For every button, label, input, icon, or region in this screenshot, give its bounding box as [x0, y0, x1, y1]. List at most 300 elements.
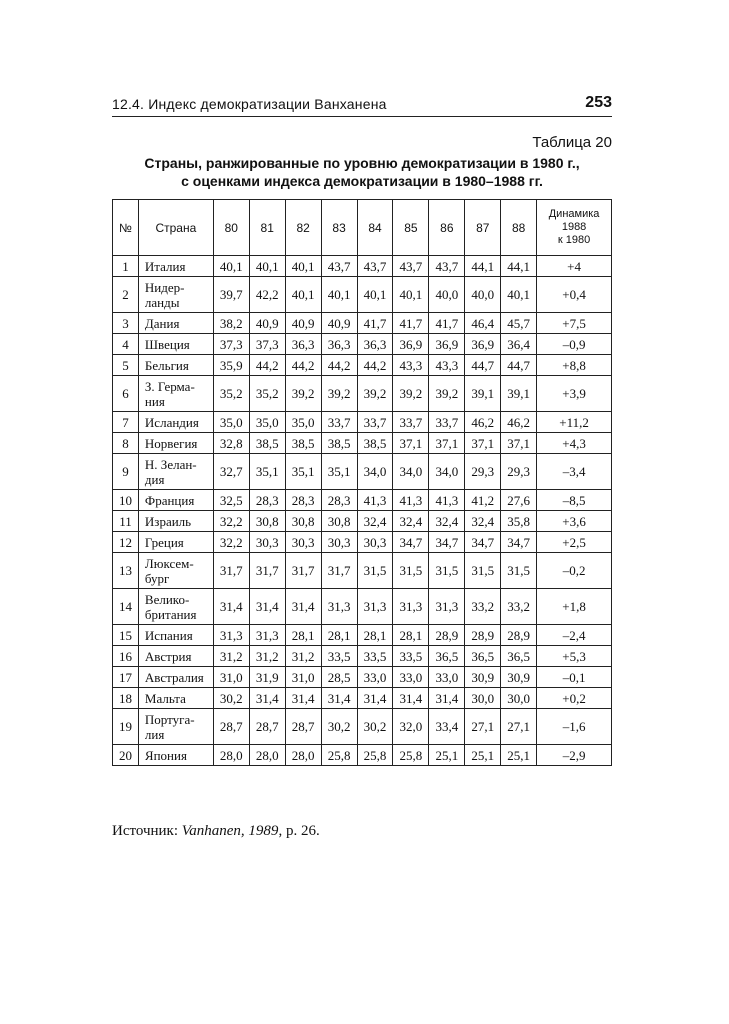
rank-cell: 7 [113, 412, 139, 433]
table-row [113, 553, 612, 589]
index-value-cell: 32,4 [393, 511, 429, 532]
dynamics-cell: –2,4 [537, 625, 612, 646]
country-cell [138, 334, 213, 355]
source-suffix: , p. 26. [278, 823, 320, 839]
country-cell [138, 709, 213, 745]
index-value-cell: 37,1 [501, 433, 537, 454]
index-value-cell: 34,7 [501, 532, 537, 553]
country-cell [138, 646, 213, 667]
dynamics-cell: +0,4 [537, 277, 612, 313]
col-header-num: № [113, 200, 139, 256]
index-value-cell: 31,7 [285, 553, 321, 589]
index-value-cell: 28,7 [213, 709, 249, 745]
table-body [113, 256, 612, 766]
index-value-cell: 40,1 [321, 277, 357, 313]
index-value-cell: 32,0 [393, 709, 429, 745]
index-value-cell: 31,9 [249, 667, 285, 688]
index-value-cell: 32,5 [213, 490, 249, 511]
index-value-cell: 34,0 [357, 454, 393, 490]
country-name-line: З. Герма- [144, 378, 195, 394]
country-cell [138, 745, 213, 766]
index-value-cell: 32,2 [213, 532, 249, 553]
country-cell [138, 376, 213, 412]
index-value-cell: 31,4 [321, 688, 357, 709]
index-value-cell: 28,9 [429, 625, 465, 646]
country-name-line: Испания [144, 627, 193, 643]
index-value-cell: 36,5 [429, 646, 465, 667]
index-value-cell: 41,2 [465, 490, 501, 511]
index-value-cell: 31,7 [249, 553, 285, 589]
index-value-cell: 38,5 [249, 433, 285, 454]
index-value-cell: 37,1 [429, 433, 465, 454]
table-label: Таблица 20 [532, 134, 612, 151]
index-value-cell: 40,1 [213, 256, 249, 277]
country-name-line: Австрия [144, 648, 192, 664]
page-number: 253 [585, 94, 612, 111]
rank-cell: 2 [113, 277, 139, 313]
index-value-cell: 36,3 [357, 334, 393, 355]
index-value-cell: 33,0 [357, 667, 393, 688]
index-value-cell: 28,9 [465, 625, 501, 646]
country-name-line: лия [144, 726, 165, 742]
index-value-cell: 43,3 [393, 355, 429, 376]
index-value-cell: 28,1 [285, 625, 321, 646]
index-value-cell: 31,3 [357, 589, 393, 625]
index-value-cell: 38,2 [213, 313, 249, 334]
index-value-cell: 28,7 [285, 709, 321, 745]
index-value-cell: 28,0 [249, 745, 285, 766]
index-value-cell: 35,2 [249, 376, 285, 412]
index-value-cell: 40,9 [249, 313, 285, 334]
index-value-cell: 39,1 [465, 376, 501, 412]
index-value-cell: 44,2 [249, 355, 285, 376]
index-value-cell: 36,9 [393, 334, 429, 355]
index-value-cell: 39,2 [357, 376, 393, 412]
country-name-line: Австралия [144, 669, 204, 685]
rank-cell: 9 [113, 454, 139, 490]
index-value-cell: 31,7 [321, 553, 357, 589]
index-value-cell: 36,3 [285, 334, 321, 355]
country-name-line: ния [144, 393, 165, 409]
index-value-cell: 30,3 [249, 532, 285, 553]
index-value-cell: 36,3 [321, 334, 357, 355]
table-row [113, 334, 612, 355]
index-value-cell: 40,1 [501, 277, 537, 313]
table-title-line-1: Страны, ранжированные по уровню демократизации в 1980 г., [144, 155, 580, 171]
rank-cell: 1 [113, 256, 139, 277]
index-value-cell: 35,0 [285, 412, 321, 433]
country-name-line: Дания [144, 315, 180, 331]
source-author: Vanhanen, 1989 [181, 823, 279, 839]
country-cell [138, 454, 213, 490]
index-value-cell: 33,7 [321, 412, 357, 433]
index-value-cell: 31,2 [213, 646, 249, 667]
table-row [113, 277, 612, 313]
index-value-cell: 39,2 [429, 376, 465, 412]
index-value-cell: 25,1 [501, 745, 537, 766]
index-value-cell: 31,4 [285, 589, 321, 625]
col-header-year: 82 [285, 200, 321, 256]
index-value-cell: 31,0 [285, 667, 321, 688]
index-value-cell: 32,4 [465, 511, 501, 532]
index-value-cell: 41,3 [393, 490, 429, 511]
country-name-line: Швеция [144, 336, 190, 352]
index-value-cell: 33,0 [393, 667, 429, 688]
index-value-cell: 25,8 [357, 745, 393, 766]
table-row [113, 709, 612, 745]
col-header-year: 87 [465, 200, 501, 256]
index-value-cell: 30,2 [213, 688, 249, 709]
index-value-cell: 30,3 [357, 532, 393, 553]
table-row [113, 313, 612, 334]
col-header-year: 83 [321, 200, 357, 256]
index-value-cell: 30,0 [465, 688, 501, 709]
rank-cell: 14 [113, 589, 139, 625]
index-value-cell: 46,2 [501, 412, 537, 433]
index-value-cell: 28,3 [249, 490, 285, 511]
index-value-cell: 31,2 [249, 646, 285, 667]
index-value-cell: 39,2 [321, 376, 357, 412]
index-value-cell: 28,9 [501, 625, 537, 646]
source-note [112, 823, 320, 840]
index-value-cell: 35,2 [213, 376, 249, 412]
index-value-cell: 33,7 [393, 412, 429, 433]
country-cell [138, 313, 213, 334]
index-value-cell: 30,8 [249, 511, 285, 532]
index-value-cell: 33,0 [429, 667, 465, 688]
index-value-cell: 35,1 [321, 454, 357, 490]
country-name-line: Португа- [144, 711, 195, 727]
index-value-cell: 28,0 [213, 745, 249, 766]
index-value-cell: 36,5 [501, 646, 537, 667]
index-value-cell: 40,0 [429, 277, 465, 313]
index-value-cell: 35,1 [249, 454, 285, 490]
country-cell [138, 625, 213, 646]
index-value-cell: 39,7 [213, 277, 249, 313]
index-value-cell: 34,7 [465, 532, 501, 553]
index-value-cell: 42,2 [249, 277, 285, 313]
country-name-line: Бельгия [144, 357, 189, 373]
index-value-cell: 27,6 [501, 490, 537, 511]
running-header [112, 94, 612, 117]
index-value-cell: 31,4 [429, 688, 465, 709]
index-value-cell: 33,2 [465, 589, 501, 625]
dynamics-cell: +7,5 [537, 313, 612, 334]
index-value-cell: 41,7 [357, 313, 393, 334]
table-row [113, 646, 612, 667]
index-value-cell: 32,2 [213, 511, 249, 532]
country-cell [138, 667, 213, 688]
index-value-cell: 37,3 [213, 334, 249, 355]
index-value-cell: 40,1 [249, 256, 285, 277]
dynamics-cell: +8,8 [537, 355, 612, 376]
dynamics-cell: +4 [537, 256, 612, 277]
table-header-row [113, 200, 612, 256]
index-value-cell: 38,5 [321, 433, 357, 454]
index-value-cell: 28,0 [285, 745, 321, 766]
index-value-cell: 44,7 [501, 355, 537, 376]
dynamics-base: к 1980 [557, 234, 591, 246]
rank-cell: 11 [113, 511, 139, 532]
index-value-cell: 28,7 [249, 709, 285, 745]
index-value-cell: 31,5 [429, 553, 465, 589]
table-row [113, 589, 612, 625]
index-value-cell: 30,9 [501, 667, 537, 688]
index-value-cell: 31,5 [465, 553, 501, 589]
country-name-line: ланды [144, 294, 180, 310]
index-value-cell: 32,4 [357, 511, 393, 532]
rank-cell: 20 [113, 745, 139, 766]
rank-cell: 18 [113, 688, 139, 709]
index-value-cell: 27,1 [501, 709, 537, 745]
country-name-line: Нидер- [144, 279, 185, 295]
index-value-cell: 35,1 [285, 454, 321, 490]
index-value-cell: 33,7 [357, 412, 393, 433]
index-value-cell: 27,1 [465, 709, 501, 745]
index-value-cell: 30,2 [357, 709, 393, 745]
rank-cell: 13 [113, 553, 139, 589]
index-value-cell: 32,7 [213, 454, 249, 490]
index-value-cell: 41,3 [429, 490, 465, 511]
democratization-table [112, 199, 612, 766]
country-name-line: Франция [144, 492, 195, 508]
index-value-cell: 31,4 [393, 688, 429, 709]
index-value-cell: 28,1 [321, 625, 357, 646]
dynamics-cell: +3,6 [537, 511, 612, 532]
index-value-cell: 44,2 [285, 355, 321, 376]
rank-cell: 6 [113, 376, 139, 412]
index-value-cell: 28,1 [357, 625, 393, 646]
index-value-cell: 43,3 [429, 355, 465, 376]
table-row [113, 256, 612, 277]
index-value-cell: 33,4 [429, 709, 465, 745]
dynamics-cell: +2,5 [537, 532, 612, 553]
index-value-cell: 33,5 [321, 646, 357, 667]
section-title: 12.4. Индекс демократизации Ванханена [112, 96, 387, 112]
index-value-cell: 44,2 [357, 355, 393, 376]
index-value-cell: 30,8 [321, 511, 357, 532]
rank-cell: 12 [113, 532, 139, 553]
index-value-cell: 31,4 [357, 688, 393, 709]
table-row [113, 511, 612, 532]
dynamics-cell: +5,3 [537, 646, 612, 667]
country-name-line: Н. Зелан- [144, 456, 197, 472]
index-value-cell: 39,1 [501, 376, 537, 412]
table-row [113, 355, 612, 376]
index-value-cell: 28,3 [321, 490, 357, 511]
index-value-cell: 31,4 [285, 688, 321, 709]
index-value-cell: 31,3 [429, 589, 465, 625]
table-row [113, 433, 612, 454]
col-header-year: 80 [213, 200, 249, 256]
index-value-cell: 40,1 [393, 277, 429, 313]
dynamics-cell: +0,2 [537, 688, 612, 709]
index-value-cell: 36,4 [501, 334, 537, 355]
table-title-line-2: с оценками индекса демократизации в 1980–1988 гг. [181, 173, 543, 189]
index-value-cell: 37,1 [393, 433, 429, 454]
table-row [113, 625, 612, 646]
country-cell [138, 433, 213, 454]
rank-cell: 16 [113, 646, 139, 667]
index-value-cell: 31,5 [393, 553, 429, 589]
dynamics-cell: +4,3 [537, 433, 612, 454]
index-value-cell: 34,0 [393, 454, 429, 490]
dynamics-cell: +3,9 [537, 376, 612, 412]
index-value-cell: 29,3 [501, 454, 537, 490]
country-name-line: Люксем- [144, 555, 194, 571]
country-cell [138, 490, 213, 511]
index-value-cell: 38,5 [285, 433, 321, 454]
index-value-cell: 31,3 [393, 589, 429, 625]
country-name-line: Исландия [144, 414, 199, 430]
index-value-cell: 31,7 [213, 553, 249, 589]
dynamics-cell: –0,2 [537, 553, 612, 589]
country-name-line: Израиль [144, 513, 192, 529]
table-row [113, 412, 612, 433]
country-cell [138, 412, 213, 433]
index-value-cell: 36,9 [465, 334, 501, 355]
index-value-cell: 28,5 [321, 667, 357, 688]
rank-cell: 19 [113, 709, 139, 745]
index-value-cell: 40,1 [285, 277, 321, 313]
country-cell [138, 277, 213, 313]
source-prefix: Источник: [112, 823, 182, 839]
index-value-cell: 40,9 [285, 313, 321, 334]
country-name-line: британия [144, 606, 197, 622]
table-row [113, 454, 612, 490]
dynamics-cell: –0,9 [537, 334, 612, 355]
index-value-cell: 35,9 [213, 355, 249, 376]
rank-cell: 17 [113, 667, 139, 688]
index-value-cell: 34,0 [429, 454, 465, 490]
index-value-cell: 35,8 [501, 511, 537, 532]
country-cell [138, 511, 213, 532]
index-value-cell: 45,7 [501, 313, 537, 334]
index-value-cell: 33,7 [429, 412, 465, 433]
index-value-cell: 31,3 [213, 625, 249, 646]
dynamics-cell: –0,1 [537, 667, 612, 688]
index-value-cell: 43,7 [321, 256, 357, 277]
dynamics-year: 1988 [561, 221, 587, 233]
rank-cell: 15 [113, 625, 139, 646]
country-cell [138, 256, 213, 277]
index-value-cell: 31,4 [213, 589, 249, 625]
index-value-cell: 36,5 [465, 646, 501, 667]
index-value-cell: 30,3 [321, 532, 357, 553]
index-value-cell: 44,2 [321, 355, 357, 376]
index-value-cell: 41,7 [393, 313, 429, 334]
col-header-year: 86 [429, 200, 465, 256]
index-value-cell: 34,7 [393, 532, 429, 553]
index-value-cell: 33,5 [357, 646, 393, 667]
index-value-cell: 31,5 [357, 553, 393, 589]
country-name-line: дия [144, 471, 165, 487]
index-value-cell: 28,3 [285, 490, 321, 511]
country-name-line: бург [144, 570, 170, 586]
index-value-cell: 38,5 [357, 433, 393, 454]
dynamics-label: Динамика [548, 208, 600, 220]
index-value-cell: 44,7 [465, 355, 501, 376]
index-value-cell: 30,9 [465, 667, 501, 688]
dynamics-cell: –3,4 [537, 454, 612, 490]
dynamics-cell: +11,2 [537, 412, 612, 433]
index-value-cell: 28,1 [393, 625, 429, 646]
index-value-cell: 29,3 [465, 454, 501, 490]
index-value-cell: 37,1 [465, 433, 501, 454]
index-value-cell: 25,1 [429, 745, 465, 766]
dynamics-cell: –1,6 [537, 709, 612, 745]
index-value-cell: 37,3 [249, 334, 285, 355]
country-cell [138, 553, 213, 589]
index-value-cell: 30,8 [285, 511, 321, 532]
index-value-cell: 40,1 [357, 277, 393, 313]
table-row [113, 532, 612, 553]
index-value-cell: 41,7 [429, 313, 465, 334]
table-row [113, 667, 612, 688]
index-value-cell: 40,0 [465, 277, 501, 313]
rank-cell: 10 [113, 490, 139, 511]
country-cell [138, 688, 213, 709]
country-name-line: Япония [144, 747, 187, 763]
rank-cell: 8 [113, 433, 139, 454]
index-value-cell: 31,3 [321, 589, 357, 625]
index-value-cell: 46,4 [465, 313, 501, 334]
index-value-cell: 30,3 [285, 532, 321, 553]
index-value-cell: 40,9 [321, 313, 357, 334]
country-name-line: Греция [144, 534, 184, 550]
country-cell [138, 355, 213, 376]
col-header-dynamics [537, 200, 612, 256]
index-value-cell: 34,7 [429, 532, 465, 553]
table-row [113, 688, 612, 709]
index-value-cell: 35,0 [249, 412, 285, 433]
dynamics-cell: –2,9 [537, 745, 612, 766]
index-value-cell: 30,0 [501, 688, 537, 709]
index-value-cell: 31,2 [285, 646, 321, 667]
index-value-cell: 46,2 [465, 412, 501, 433]
country-name-line: Велико- [144, 591, 190, 607]
country-cell [138, 532, 213, 553]
col-header-year: 81 [249, 200, 285, 256]
index-value-cell: 39,2 [393, 376, 429, 412]
index-value-cell: 43,7 [357, 256, 393, 277]
index-value-cell: 32,4 [429, 511, 465, 532]
rank-cell: 5 [113, 355, 139, 376]
index-value-cell: 39,2 [285, 376, 321, 412]
dynamics-cell: +1,8 [537, 589, 612, 625]
country-name-line: Мальта [144, 690, 186, 706]
index-value-cell: 31,3 [249, 625, 285, 646]
index-value-cell: 36,9 [429, 334, 465, 355]
index-value-cell: 35,0 [213, 412, 249, 433]
index-value-cell: 25,1 [465, 745, 501, 766]
index-value-cell: 40,1 [285, 256, 321, 277]
dynamics-cell: –8,5 [537, 490, 612, 511]
rank-cell: 3 [113, 313, 139, 334]
col-header-country: Страна [138, 200, 213, 256]
index-value-cell: 31,4 [249, 589, 285, 625]
index-value-cell: 33,2 [501, 589, 537, 625]
index-value-cell: 43,7 [429, 256, 465, 277]
index-value-cell: 41,3 [357, 490, 393, 511]
index-value-cell: 25,8 [321, 745, 357, 766]
index-value-cell: 30,2 [321, 709, 357, 745]
index-value-cell: 44,1 [465, 256, 501, 277]
index-value-cell: 31,0 [213, 667, 249, 688]
col-header-year: 88 [501, 200, 537, 256]
index-value-cell: 44,1 [501, 256, 537, 277]
index-value-cell: 31,4 [249, 688, 285, 709]
